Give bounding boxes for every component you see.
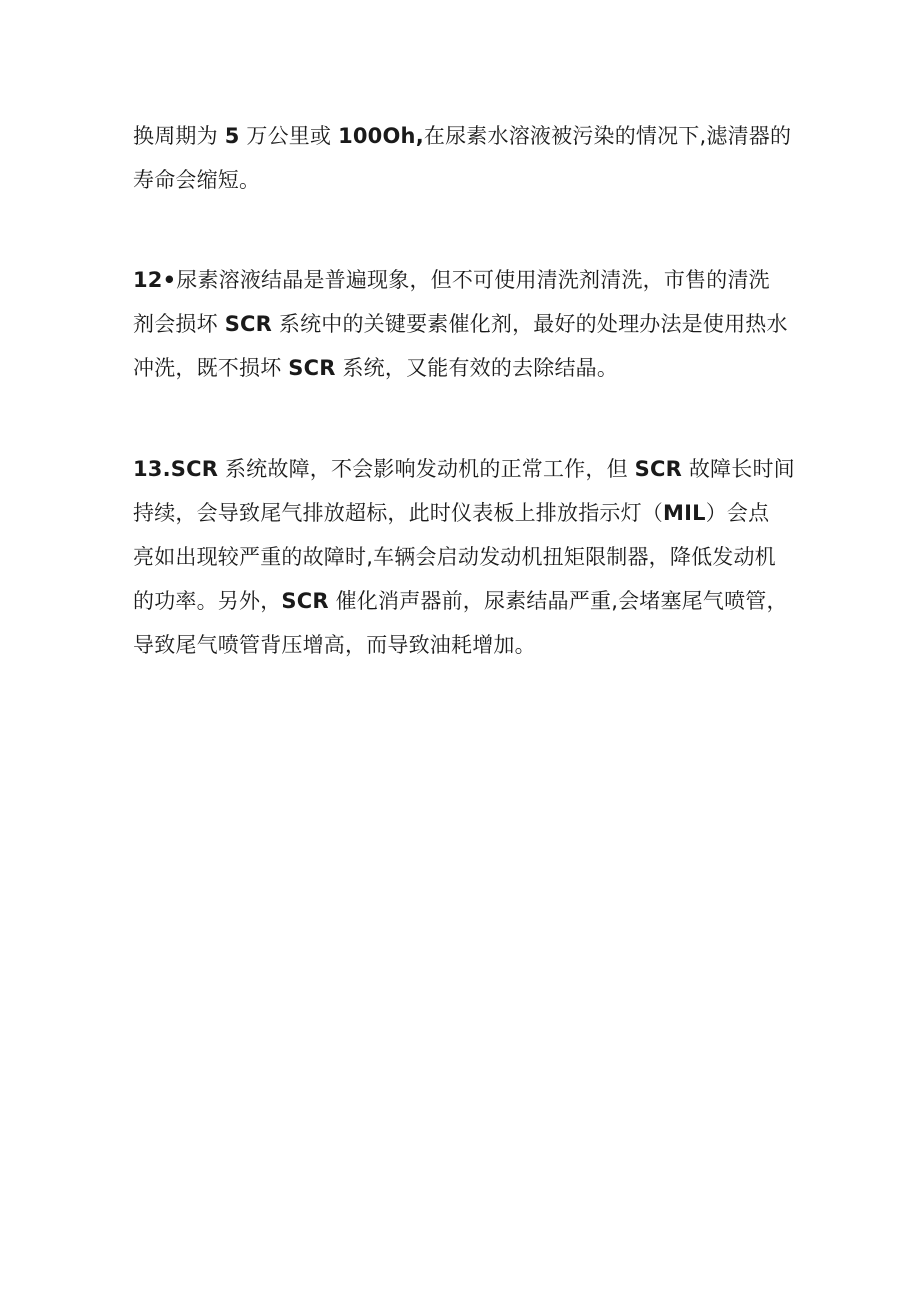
text-line xyxy=(133,623,793,667)
paragraph-urea-crystallization xyxy=(133,258,793,390)
bold-text-run: 12• xyxy=(133,268,177,292)
text-line xyxy=(133,491,793,535)
text-run: 剂会损坏 xyxy=(133,312,225,336)
text-run: 亮如出现较严重的故障时,车辆会启动发动机扭矩限制器，降低发动机 xyxy=(133,545,776,569)
bold-text-run: 13.SCR xyxy=(133,457,219,481)
text-run: 万公里或 xyxy=(239,124,339,148)
text-run: 故障长时间 xyxy=(681,457,795,481)
text-run: 尿素溶液结晶是普遍现象，但不可使用清洗剂清洗，市售的清洗 xyxy=(176,268,770,292)
text-line xyxy=(133,579,793,623)
text-line xyxy=(133,535,793,579)
text-line xyxy=(133,158,793,202)
text-run: 换周期为 xyxy=(133,124,225,148)
paragraph-scr-fault xyxy=(133,447,793,667)
text-line xyxy=(133,346,793,390)
text-run: 系统中的关键要素催化剂，最好的处理办法是使用热水 xyxy=(272,312,788,336)
paragraph-filter-lifespan xyxy=(133,114,793,202)
text-line xyxy=(133,114,793,158)
text-run: ）会点 xyxy=(705,501,770,525)
text-line xyxy=(133,447,793,491)
text-run: 在尿素水溶液被污染的情况下,滤清器的 xyxy=(423,124,792,148)
bold-text-run: MIL xyxy=(663,501,706,525)
text-run: 系统故障，不会影响发动机的正常工作，但 xyxy=(218,457,635,481)
bold-text-run: SCR xyxy=(281,589,329,613)
text-run: 催化消声器前，尿素结晶严重,会堵塞尾气喷管， xyxy=(328,589,788,613)
text-run: 持续，会导致尾气排放超标，此时仪表板上排放指示灯（ xyxy=(133,501,663,525)
text-run: 冲洗，既不损坏 xyxy=(133,356,289,380)
text-run: 导致尾气喷管背压增高，而导致油耗增加。 xyxy=(133,633,536,657)
bold-text-run: 100Oh, xyxy=(338,124,424,148)
text-run: 寿命会缩短。 xyxy=(133,168,261,192)
text-run: 的功率。另外， xyxy=(133,589,282,613)
bold-text-run: SCR xyxy=(634,457,682,481)
text-line xyxy=(133,258,793,302)
text-line xyxy=(133,302,793,346)
bold-text-run: SCR xyxy=(288,356,336,380)
bold-text-run: 5 xyxy=(224,124,240,148)
bold-text-run: SCR xyxy=(224,312,272,336)
text-run: 系统，又能有效的去除结晶。 xyxy=(335,356,619,380)
